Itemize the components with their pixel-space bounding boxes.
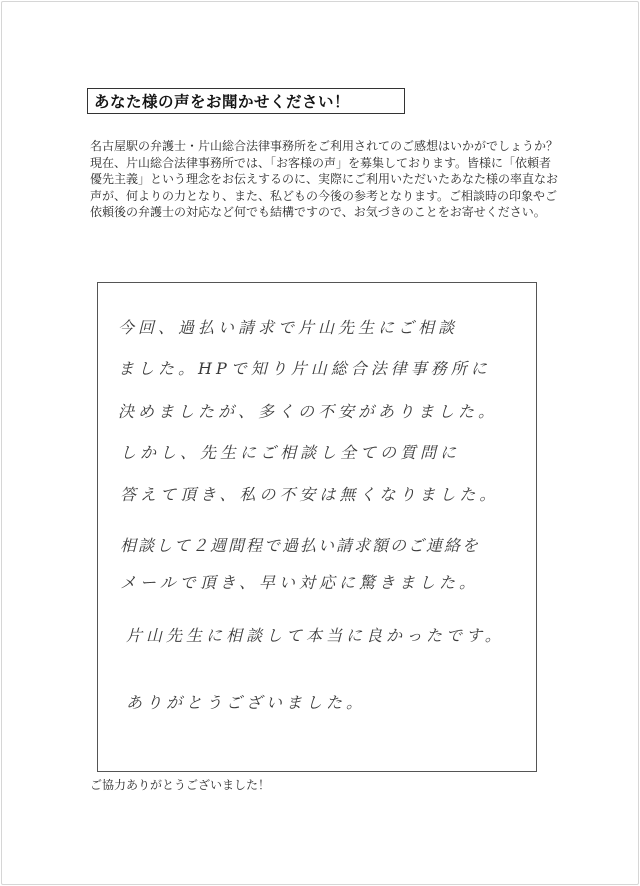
handwritten-line: しかし、先生にご相談し全ての質問に (120, 443, 461, 462)
handwritten-line: ました。HPで知り片山総合法律事務所に (118, 359, 491, 378)
intro-paragraph: 名古屋駅の弁護士・片山総合法律事務所をご利用されてのご感想はいかがでしょうか？ (90, 139, 559, 153)
handwritten-line: 答えて頂き、私の不安は無くなりました。 (120, 485, 500, 504)
handwritten-line: 決めましたが、多くの不安がありました。 (118, 402, 499, 421)
handwritten-line: ありがとうございました。 (126, 693, 367, 712)
handwritten-line: メールで頂き、早い対応に驚きました。 (120, 573, 480, 592)
intro-paragraph: 現在、片山総合法律事務所では、「お客様の声」を募集しております。皆様に「依頼者優先主義」という理念をお伝えするのに、実際にご利用いただいたあなた様の率直なお声が、何よりの力となり、また、私どもの今後の参考となります。ご相談時の印象やご依頼後の弁護士の対応など何でも結構ですので、お気づきのことをお寄せください。 (90, 155, 559, 219)
handwritten-line: 今回、過払い請求で片山先生にご相談 (118, 318, 459, 337)
intro-text (90, 138, 560, 221)
footer-thanks: ご協力ありがとうございました！ (90, 778, 271, 792)
form-heading: あなた様の声をお聞かせください！ (87, 88, 405, 114)
handwritten-line: 相談して２週間程で過払い請求額のご連絡を (120, 536, 481, 555)
handwritten-line: 片山先生に相談して本当に良かったです。 (126, 626, 505, 645)
handwritten-answer-box (97, 282, 537, 772)
